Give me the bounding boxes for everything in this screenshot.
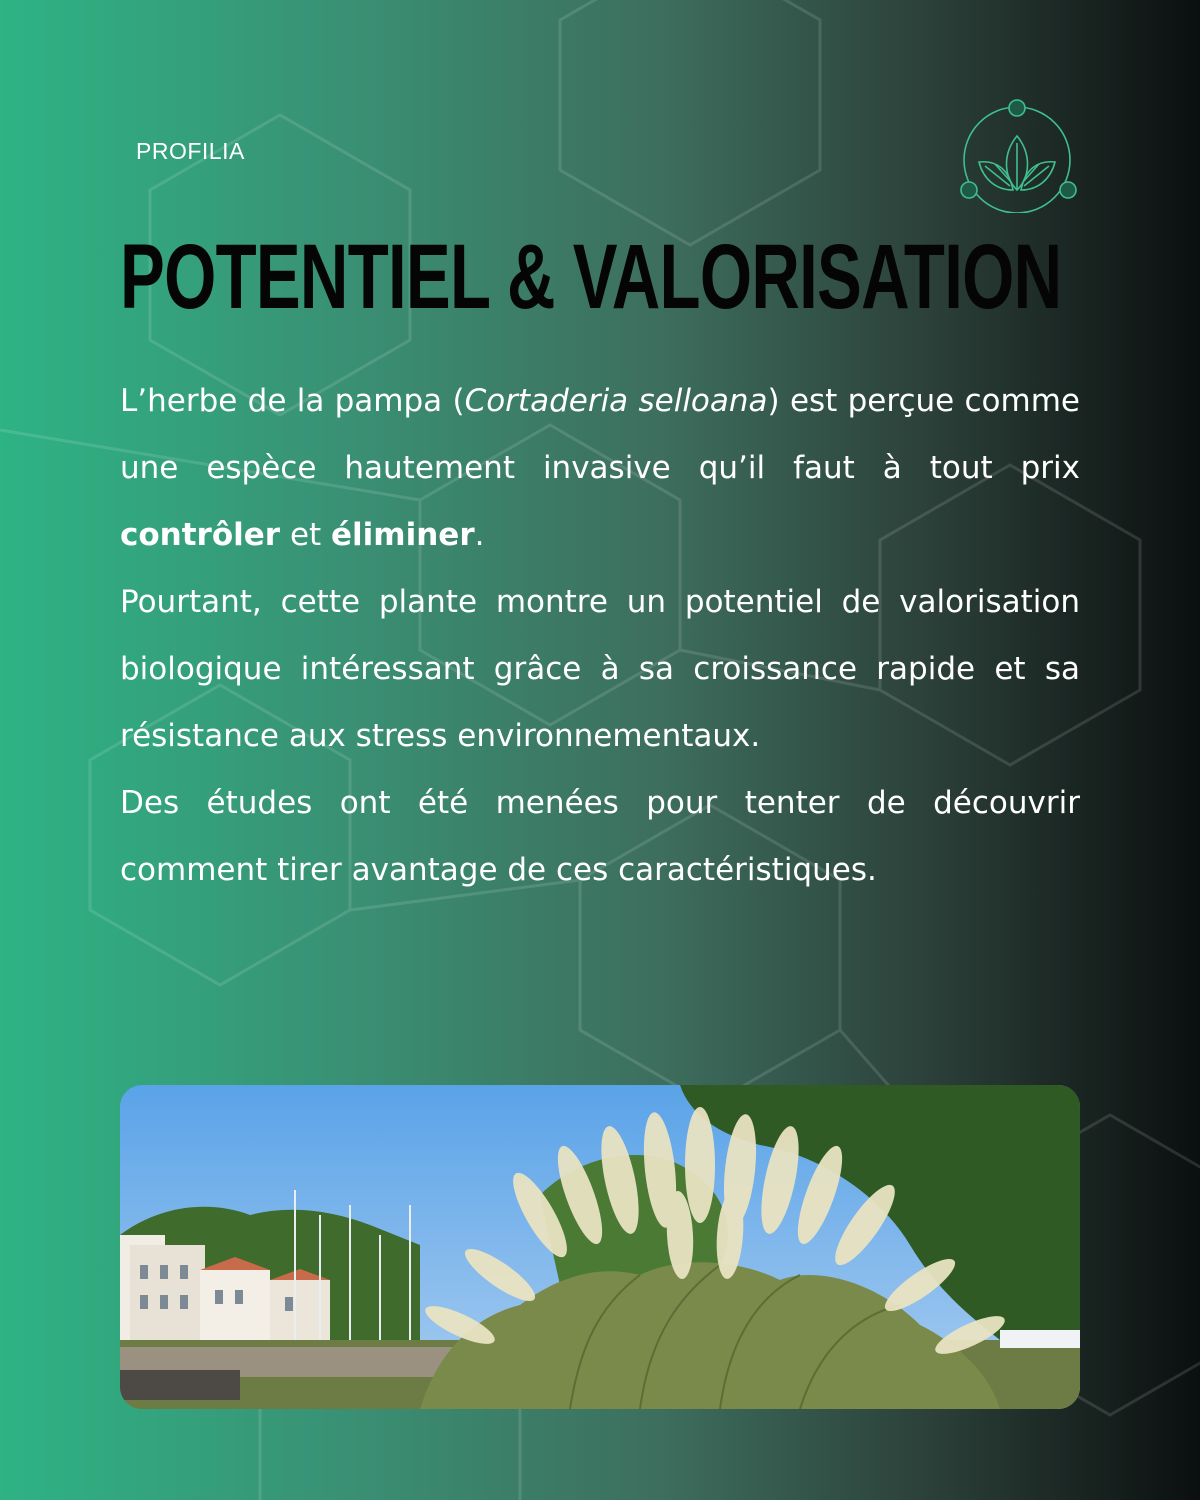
paragraph-1-part: L’herbe de la pampa ( xyxy=(120,383,465,419)
species-name: Cortaderia selloana xyxy=(464,383,768,419)
leaf-circle-logo-icon xyxy=(955,98,1080,213)
paragraph-1 xyxy=(120,368,1080,569)
paragraph-3: Des études ont été menées pour tenter de découvrir comment tirer avantage de ces caractéristiques. xyxy=(120,785,1080,888)
pampas-grass-photo xyxy=(120,1085,1080,1409)
brand-name: PROFILIA xyxy=(136,138,245,164)
paragraph-1-part: . xyxy=(474,517,485,553)
paragraph-2: Pourtant, cette plante montre un potentiel de valorisation biologique intéressant grâce à sa croissance rapide et sa résistance aux stress environnementaux. xyxy=(120,584,1080,754)
paragraph-1-part: ) est perçue comme une espèce hautement invasive qu’il faut à tout prix xyxy=(120,383,1080,486)
page-title: POTENTIEL & VALORISATION xyxy=(120,226,1062,328)
bold-control: contrôler xyxy=(120,517,281,553)
bold-eliminate: éliminer xyxy=(331,517,475,553)
paragraph-1-part: et xyxy=(280,517,332,553)
description-text xyxy=(120,368,1080,904)
